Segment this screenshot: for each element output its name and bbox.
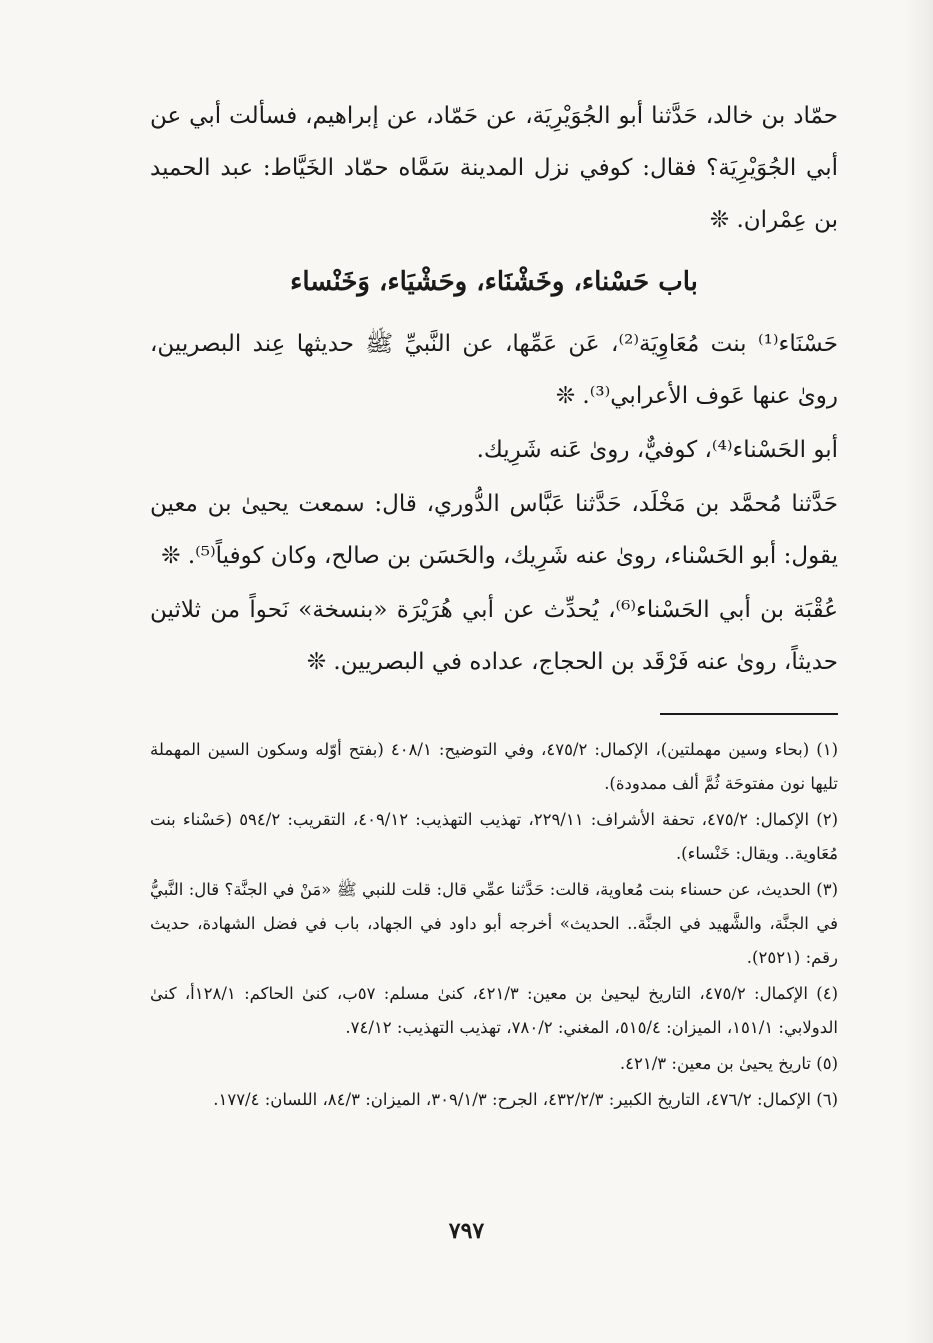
- footnote-4: (٤) الإكمال: ٤٧٥/٢، التاريخ ليحيىٰ بن معين: ٤٢١/٣، كنىٰ مسلم: ٥٧ب، كنىٰ الحاكم: ١٢٨/١أ، كنىٰ الدولابي: ١٥١/١، الميزان: ٥١٥/٤، المغني: ٧٨٠/٢، تهذيب التهذيب: ٧٤/١٢.: [150, 984, 839, 1037]
- page-number: ٧٩٧: [448, 1218, 485, 1244]
- footnote-3: (٣) الحديث، عن حسناء بنت مُعاوية، قالت: حَدَّثنا عمِّي قال: قلت للنبي ﷺ «مَنْ في الجنَّة؟ قال: النَّبيُّ في الجنَّة، والشَّهيد في الجنَّة.. الحديث» أخرجه أبو داود في الجهاد، باب في فضل الشهادة، حديث رقم: (٢٥٢١).: [150, 880, 839, 967]
- footnotes: [150, 733, 838, 1119]
- footnote-1: (١) (بحاء وسين مهملتين)، الإكمال: ٤٧٥/٢، وفي التوضيح: ٤٠٨/١ (بفتح أوّله وسكون السين المهملة تليها نون مفتوحَة ثُمَّ ألف ممدودة).: [150, 740, 838, 793]
- main-text: [150, 90, 838, 688]
- paragraph-hasna: حَسْنَاء⁽¹⁾ بنت مُعَاوِيَة⁽²⁾، عَن عَمِّها، عن النَّبيِّ ﷺ حديثها عِند البصريين، روىٰ عنها عَوف الأعرابي⁽³⁾. ❊: [150, 331, 839, 409]
- paragraph-hammad: حمّاد بن خالد، حَدَّثنا أبو الجُوَيْرِيَة، عن حَمّاد، عن إبراهيم، فسألت أبي عن أبي الجُوَيْرِيَة؟ فقال: كوفي نزل المدينة سَمَّاه حمّاد الخَيَّاط: عبد الحميد بن عِمْران. ❊: [150, 103, 838, 233]
- page-edge-shadow: [905, 0, 933, 1343]
- paragraph-uqba: عُقْبَة بن أبي الحَسْناء⁽⁶⁾، يُحدِّث عن أبي هُرَيْرَة «بنسخة» نَحواً من ثلاثين حديثاً، روىٰ عنه فَرْقَد بن الحجاج، عداده في البصريين. ❊: [150, 597, 839, 675]
- section-heading: باب حَسْناء، وخَشْنَاء، وحَشْيَاء، وَخَنْساء: [290, 267, 698, 297]
- footnote-5: (٥) تاريخ يحيىٰ بن معين: ٤٢١/٣.: [619, 1054, 838, 1073]
- footnote-2: (٢) الإكمال: ٤٧٥/٢، تحفة الأشراف: ٢٢٩/١١، تهذيب التهذيب: ٤٠٩/١٢، التقريب: ٥٩٤/٢ (حَسْناء بنت مُعَاوية.. ويقال: خَنْساء).: [150, 810, 838, 863]
- paragraph-abu-al-hasna: أبو الحَسْناء⁽⁴⁾، كوفيٌّ، روىٰ عَنه شَرِيك.: [476, 437, 838, 463]
- footnote-divider: [660, 713, 838, 715]
- paragraph-muhammad-ibn-makhlad: حَدَّثنا مُحمَّد بن مَخْلَد، حَدَّثنا عَبَّاس الدُّوري، قال: سمعت يحيىٰ بن معين يقول: أبو الحَسْناء، روىٰ عنه شَرِيك، والحَسَن بن صالح، وكان كوفياً⁽⁵⁾. ❊: [150, 491, 838, 569]
- footnote-6: (٦) الإكمال: ٤٧٦/٢، التاريخ الكبير: ٤٣٢/٢/٣، الجرح: ٣٠٩/١/٣، الميزان: ٨٤/٣، اللسان: ١٧٧/٤.: [213, 1090, 838, 1109]
